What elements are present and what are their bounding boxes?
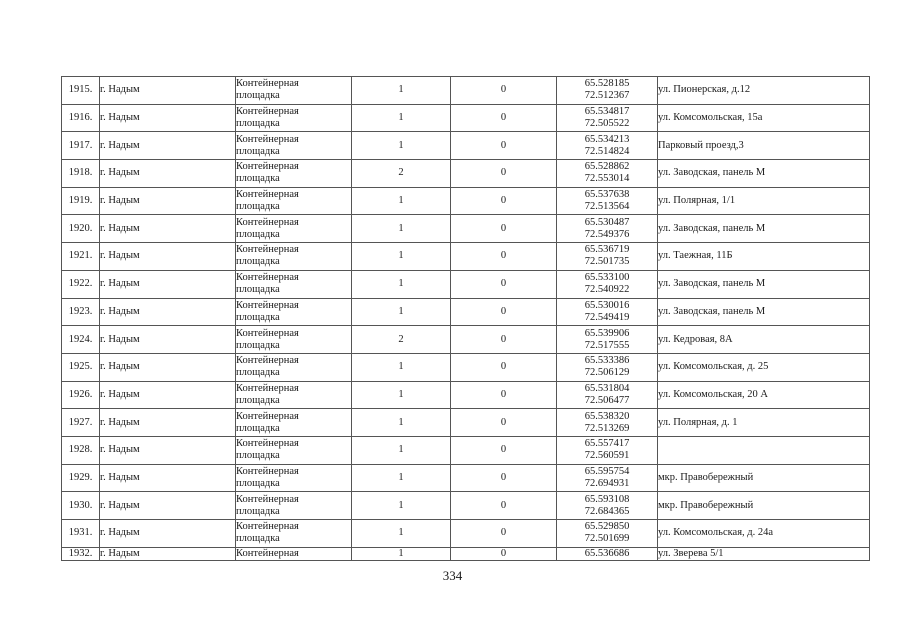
settlement-cell: г. Надым — [100, 160, 236, 188]
latitude: 65.531804 — [584, 382, 630, 394]
object-type-line-1: Контейнерная — [236, 355, 299, 367]
coordinates-cell — [557, 77, 658, 105]
coordinates-cell — [557, 492, 658, 520]
row-number-cell: 1928. — [62, 436, 100, 464]
address-cell: ул. Таежная, 11Б — [658, 243, 870, 271]
object-type-cell — [236, 409, 352, 437]
coordinates-cell — [557, 381, 658, 409]
coordinates-cell — [557, 132, 658, 160]
settlement-cell: г. Надым — [100, 381, 236, 409]
coordinates-cell — [557, 104, 658, 132]
coordinates-cell — [557, 520, 658, 548]
latitude: 65.533100 — [584, 272, 630, 284]
object-type-line-1: Контейнерная — [236, 299, 299, 311]
object-type-line-2: площадка — [236, 505, 280, 517]
volume-cell: 0 — [451, 492, 557, 520]
table-row — [62, 436, 870, 464]
coordinates-cell — [557, 353, 658, 381]
table-row — [62, 409, 870, 437]
longitude: 72.512367 — [584, 90, 630, 102]
row-number-cell: 1930. — [62, 492, 100, 520]
latitude: 65.536719 — [584, 244, 630, 256]
object-type-line-2: площадка — [236, 450, 280, 462]
coordinates-cell — [557, 464, 658, 492]
volume-cell: 0 — [451, 132, 557, 160]
volume-cell: 0 — [451, 77, 557, 105]
table-row — [62, 104, 870, 132]
latitude: 65.538320 — [584, 410, 630, 422]
table-body — [62, 77, 870, 561]
object-type-cell — [236, 187, 352, 215]
longitude: 72.549419 — [584, 311, 630, 323]
object-type-cell — [236, 77, 352, 105]
table-row — [62, 160, 870, 188]
object-type-line-1: Контейнерная — [236, 327, 299, 339]
container-count-cell: 1 — [352, 353, 451, 381]
coordinates-cell — [557, 243, 658, 271]
object-type-cell — [236, 132, 352, 160]
container-count-cell: 1 — [352, 547, 451, 560]
settlement-cell: г. Надым — [100, 132, 236, 160]
container-sites-table — [61, 76, 870, 561]
latitude: 65.528185 — [584, 78, 630, 90]
coordinates-cell — [557, 160, 658, 188]
object-type-line-1: Контейнерная — [236, 382, 299, 394]
table-row — [62, 353, 870, 381]
settlement-cell: г. Надым — [100, 187, 236, 215]
object-type-cell — [236, 436, 352, 464]
object-type-cell — [236, 381, 352, 409]
container-count-cell: 1 — [352, 520, 451, 548]
latitude: 65.557417 — [584, 438, 630, 450]
longitude: 72.506129 — [584, 367, 630, 379]
table-row — [62, 77, 870, 105]
address-cell: ул. Полярная, д. 1 — [658, 409, 870, 437]
object-type-line-2: площадка — [236, 533, 280, 545]
object-type-line-2: площадка — [236, 477, 280, 489]
longitude: 72.513564 — [584, 201, 630, 213]
object-type-cell — [236, 104, 352, 132]
longitude: 72.506477 — [584, 394, 630, 406]
row-number-cell: 1917. — [62, 132, 100, 160]
coordinates-cell — [557, 270, 658, 298]
object-type-line-1: Контейнерная — [236, 547, 299, 559]
row-number-cell: 1922. — [62, 270, 100, 298]
container-count-cell: 1 — [352, 270, 451, 298]
volume-cell: 0 — [451, 270, 557, 298]
object-type-line-1: Контейнерная — [236, 272, 299, 284]
object-type-line-2: площадка — [236, 311, 280, 323]
object-type-cell — [236, 353, 352, 381]
container-count-cell: 1 — [352, 464, 451, 492]
volume-cell: 0 — [451, 547, 557, 560]
longitude: 72.517555 — [584, 339, 630, 351]
object-type-cell — [236, 464, 352, 492]
table-row — [62, 132, 870, 160]
longitude: 72.501699 — [584, 533, 630, 545]
object-type-line-1: Контейнерная — [236, 161, 299, 173]
latitude: 65.530016 — [584, 299, 630, 311]
address-cell: мкр. Правобережный — [658, 492, 870, 520]
object-type-line-2: площадка — [236, 367, 280, 379]
object-type-line-1: Контейнерная — [236, 493, 299, 505]
latitude: 65.533386 — [584, 355, 630, 367]
table-row — [62, 492, 870, 520]
table-row — [62, 243, 870, 271]
table-row — [62, 547, 870, 560]
latitude: 65.539906 — [584, 327, 630, 339]
container-count-cell: 1 — [352, 409, 451, 437]
longitude: 72.513269 — [584, 422, 630, 434]
object-type-cell — [236, 298, 352, 326]
longitude: 72.694931 — [584, 477, 630, 489]
row-number-cell: 1915. — [62, 77, 100, 105]
object-type-line-2: площадка — [236, 118, 280, 130]
object-type-cell — [236, 160, 352, 188]
settlement-cell: г. Надым — [100, 104, 236, 132]
volume-cell: 0 — [451, 326, 557, 354]
settlement-cell: г. Надым — [100, 492, 236, 520]
address-cell: мкр. Правобережный — [658, 464, 870, 492]
address-cell — [658, 436, 870, 464]
latitude: 65.528862 — [584, 161, 630, 173]
container-count-cell: 1 — [352, 298, 451, 326]
coordinates-cell — [557, 215, 658, 243]
volume-cell: 0 — [451, 409, 557, 437]
container-count-cell: 2 — [352, 160, 451, 188]
volume-cell: 0 — [451, 436, 557, 464]
container-count-cell: 1 — [352, 381, 451, 409]
longitude: 72.540922 — [584, 284, 630, 296]
row-number-cell: 1918. — [62, 160, 100, 188]
volume-cell: 0 — [451, 160, 557, 188]
settlement-cell: г. Надым — [100, 243, 236, 271]
row-number-cell: 1919. — [62, 187, 100, 215]
settlement-cell: г. Надым — [100, 409, 236, 437]
table-row — [62, 326, 870, 354]
settlement-cell: г. Надым — [100, 520, 236, 548]
settlement-cell: г. Надым — [100, 436, 236, 464]
latitude: 65.534213 — [584, 133, 630, 145]
row-number-cell: 1929. — [62, 464, 100, 492]
table-row — [62, 464, 870, 492]
longitude: 72.505522 — [584, 118, 630, 130]
address-cell: ул. Комсомольская, д. 24а — [658, 520, 870, 548]
object-type-line-1: Контейнерная — [236, 106, 299, 118]
volume-cell: 0 — [451, 104, 557, 132]
address-cell: ул. Пионерская, д.12 — [658, 77, 870, 105]
volume-cell: 0 — [451, 243, 557, 271]
longitude: 72.501735 — [584, 256, 630, 268]
table-row — [62, 270, 870, 298]
container-count-cell: 1 — [352, 492, 451, 520]
volume-cell: 0 — [451, 187, 557, 215]
object-type-line-2: площадка — [236, 256, 280, 268]
object-type-line-1: Контейнерная — [236, 438, 299, 450]
object-type-line-2: площадка — [236, 173, 280, 185]
longitude: 72.549376 — [584, 228, 630, 240]
longitude: 72.684365 — [584, 505, 630, 517]
latitude: 65.593108 — [584, 493, 630, 505]
object-type-line-1: Контейнерная — [236, 521, 299, 533]
address-cell: ул. Комсомольская, 15а — [658, 104, 870, 132]
coordinates-cell — [557, 187, 658, 215]
table-row — [62, 520, 870, 548]
volume-cell: 0 — [451, 520, 557, 548]
object-type-line-1: Контейнерная — [236, 244, 299, 256]
object-type-line-2: площадка — [236, 422, 280, 434]
latitude: 65.537638 — [584, 189, 630, 201]
latitude: 65.529850 — [584, 521, 630, 533]
row-number-cell: 1926. — [62, 381, 100, 409]
object-type-line-2: площадка — [236, 145, 280, 157]
address-cell: ул. Полярная, 1/1 — [658, 187, 870, 215]
object-type-line-1: Контейнерная — [236, 133, 299, 145]
object-type-line-2: площадка — [236, 394, 280, 406]
row-number-cell: 1925. — [62, 353, 100, 381]
row-number-cell: 1923. — [62, 298, 100, 326]
container-count-cell: 1 — [352, 215, 451, 243]
object-type-cell — [236, 520, 352, 548]
object-type-cell — [236, 270, 352, 298]
object-type-line-2: площадка — [236, 228, 280, 240]
container-count-cell: 1 — [352, 436, 451, 464]
row-number-cell: 1932. — [62, 547, 100, 560]
coordinates-cell — [557, 547, 658, 560]
object-type-line-2: площадка — [236, 339, 280, 351]
table-row — [62, 381, 870, 409]
row-number-cell: 1916. — [62, 104, 100, 132]
longitude: 72.553014 — [584, 173, 630, 185]
address-cell: ул. Комсомольская, 20 А — [658, 381, 870, 409]
container-count-cell: 1 — [352, 77, 451, 105]
latitude: 65.536686 — [584, 547, 630, 559]
latitude: 65.534817 — [584, 106, 630, 118]
volume-cell: 0 — [451, 298, 557, 326]
address-cell: ул. Заводская, панель М — [658, 270, 870, 298]
settlement-cell: г. Надым — [100, 270, 236, 298]
settlement-cell: г. Надым — [100, 298, 236, 326]
settlement-cell: г. Надым — [100, 547, 236, 560]
address-cell: ул. Заводская, панель М — [658, 215, 870, 243]
object-type-cell — [236, 326, 352, 354]
volume-cell: 0 — [451, 215, 557, 243]
page-number: 334 — [442, 568, 463, 583]
longitude: 72.560591 — [584, 450, 630, 462]
container-count-cell: 1 — [352, 104, 451, 132]
latitude: 65.530487 — [584, 216, 630, 228]
object-type-line-1: Контейнерная — [236, 465, 299, 477]
row-number-cell: 1921. — [62, 243, 100, 271]
row-number-cell: 1920. — [62, 215, 100, 243]
volume-cell: 0 — [451, 464, 557, 492]
object-type-line-2: площадка — [236, 284, 280, 296]
object-type-cell — [236, 492, 352, 520]
address-cell: ул. Заводская, панель М — [658, 298, 870, 326]
row-number-cell: 1931. — [62, 520, 100, 548]
volume-cell: 0 — [451, 353, 557, 381]
object-type-line-1: Контейнерная — [236, 216, 299, 228]
object-type-cell — [236, 215, 352, 243]
address-cell: ул. Кедровая, 8А — [658, 326, 870, 354]
coordinates-cell — [557, 298, 658, 326]
address-cell: ул. Комсомольская, д. 25 — [658, 353, 870, 381]
volume-cell: 0 — [451, 381, 557, 409]
row-number-cell: 1927. — [62, 409, 100, 437]
table-row — [62, 298, 870, 326]
settlement-cell: г. Надым — [100, 353, 236, 381]
table-row — [62, 187, 870, 215]
address-cell: ул. Зверева 5/1 — [658, 547, 870, 560]
address-cell: Парковый проезд,3 — [658, 132, 870, 160]
longitude: 72.514824 — [584, 145, 630, 157]
container-count-cell: 1 — [352, 243, 451, 271]
object-type-cell — [236, 547, 352, 560]
table-row — [62, 215, 870, 243]
settlement-cell: г. Надым — [100, 77, 236, 105]
coordinates-cell — [557, 436, 658, 464]
container-count-cell: 1 — [352, 132, 451, 160]
settlement-cell: г. Надым — [100, 326, 236, 354]
object-type-line-1: Контейнерная — [236, 78, 299, 90]
row-number-cell: 1924. — [62, 326, 100, 354]
settlement-cell: г. Надым — [100, 215, 236, 243]
container-count-cell: 2 — [352, 326, 451, 354]
coordinates-cell — [557, 409, 658, 437]
object-type-line-1: Контейнерная — [236, 410, 299, 422]
object-type-line-2: площадка — [236, 201, 280, 213]
latitude: 65.595754 — [584, 465, 630, 477]
settlement-cell: г. Надым — [100, 464, 236, 492]
address-cell: ул. Заводская, панель М — [658, 160, 870, 188]
object-type-cell — [236, 243, 352, 271]
container-count-cell: 1 — [352, 187, 451, 215]
coordinates-cell — [557, 326, 658, 354]
object-type-line-2: площадка — [236, 90, 280, 102]
object-type-line-1: Контейнерная — [236, 189, 299, 201]
